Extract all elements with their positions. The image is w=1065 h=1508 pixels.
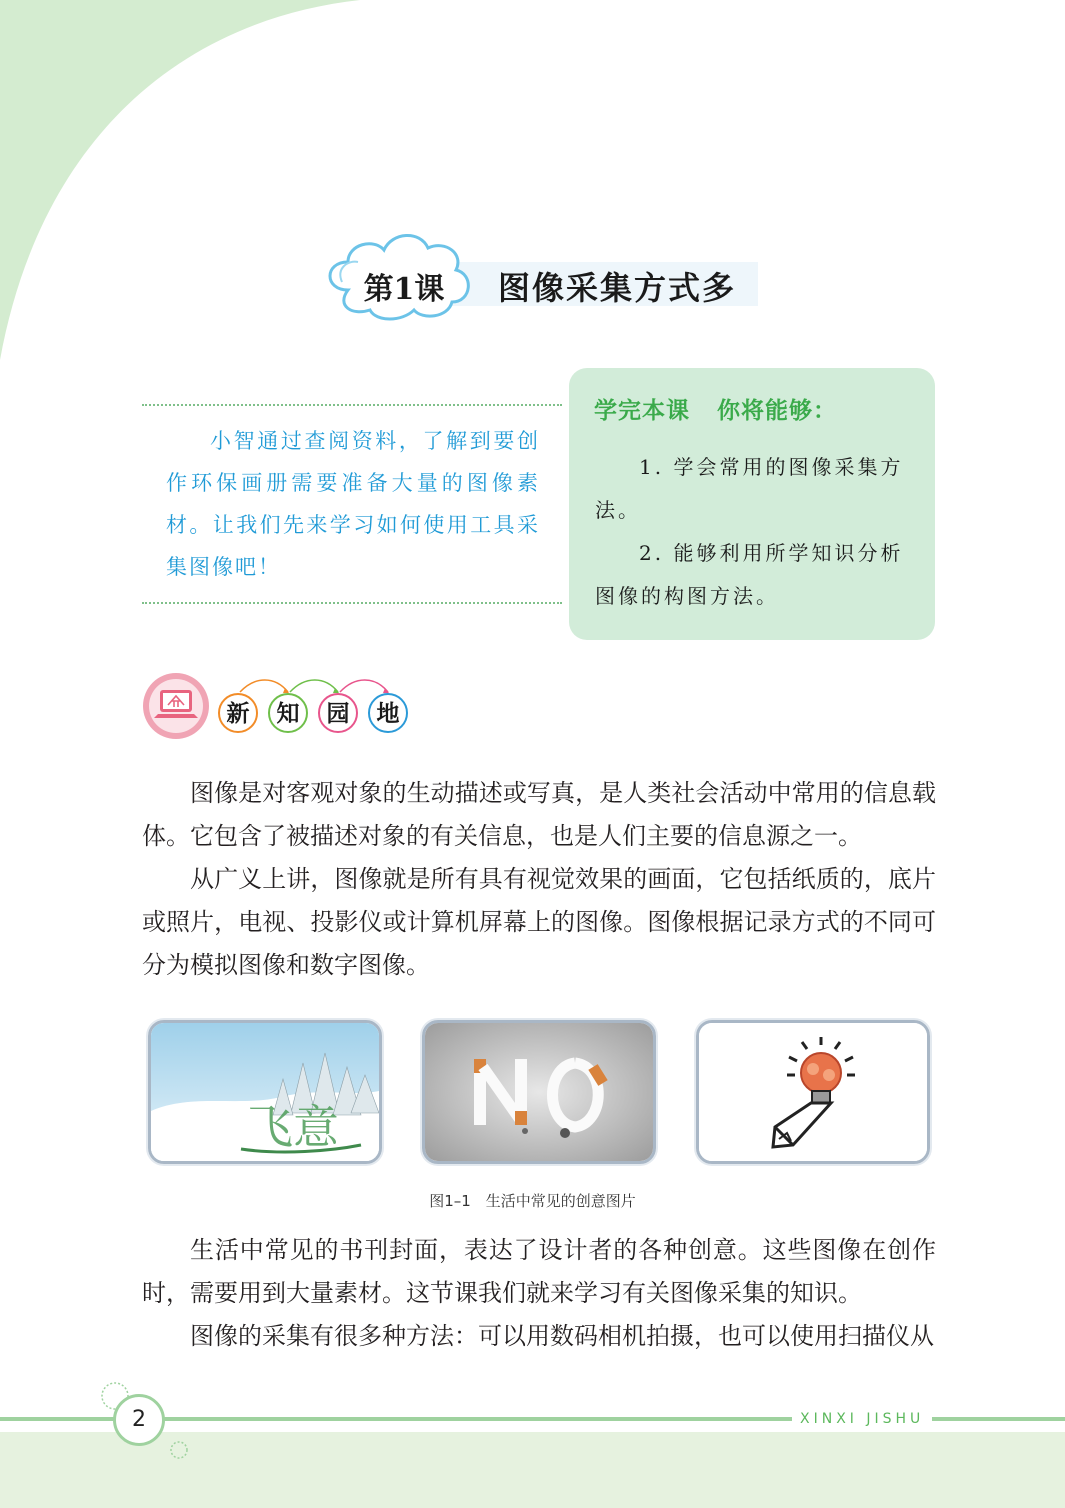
series-label: XINXI JISHU <box>792 1408 932 1430</box>
lesson-number: 第1课 <box>363 272 445 307</box>
figure-photo-snow <box>148 1020 382 1164</box>
intro-box <box>142 404 562 604</box>
badge-char-zhi: 知 <box>268 693 308 733</box>
body-paragraph: 生活中常见的书刊封面，表达了设计者的各种创意。这些图像在创作时，需要用到大量素材。这节课我们就来学习有关图像采集的知识。 <box>142 1236 936 1307</box>
badge-char-xin: 新 <box>218 693 258 733</box>
lesson-header <box>318 228 768 324</box>
goals-list <box>595 446 913 618</box>
photo-text: 飞意 <box>247 1100 339 1154</box>
badge-char-yuan: 园 <box>318 693 358 733</box>
computer-icon <box>143 673 209 739</box>
badge-char-di: 地 <box>368 693 408 733</box>
goal-item: 2. 能够利用所学知识分析图像的构图方法。 <box>595 541 904 608</box>
goals-title: 学完本课 你将能够： <box>594 398 838 424</box>
goal-item: 1. 学会常用的图像采集方法。 <box>595 455 904 522</box>
body-paragraph: 图像的采集有很多种方法：可以用数码相机拍摄，也可以使用扫描仪从 <box>190 1322 934 1350</box>
lesson-title: 图像采集方式多 <box>498 269 737 307</box>
body-paragraph: 图像是对客观对象的生动描述或写真，是人类社会活动中常用的信息载体。它包含了被描述对象的有关信息，也是人们主要的信息源之一。 <box>142 779 936 850</box>
body-section-2 <box>142 1229 936 1358</box>
body-paragraph: 从广义上讲，图像就是所有具有视觉效果的画面，它包括纸质的，底片或照片，电视、投影仪或计算机屏幕上的图像。图像根据记录方式的不同可分为模拟图像和数字图像。 <box>142 865 936 979</box>
body-section-1 <box>142 772 936 987</box>
intro-divider-bottom <box>142 602 562 604</box>
section-badge <box>140 668 430 744</box>
page-number: 2 <box>113 1394 165 1446</box>
figure-photo-idea-pencil <box>696 1020 930 1164</box>
intro-text: 小智通过查阅资料，了解到要创作环保画册需要准备大量的图像素材。让我们先来学习如何使用工具采集图像吧！ <box>166 429 540 579</box>
learning-goals-box <box>569 368 935 640</box>
figure-caption: 图1–1 生活中常见的创意图片 <box>429 1192 636 1210</box>
intro-divider-top <box>142 404 562 406</box>
figure-photo-no-smoking <box>422 1020 656 1164</box>
